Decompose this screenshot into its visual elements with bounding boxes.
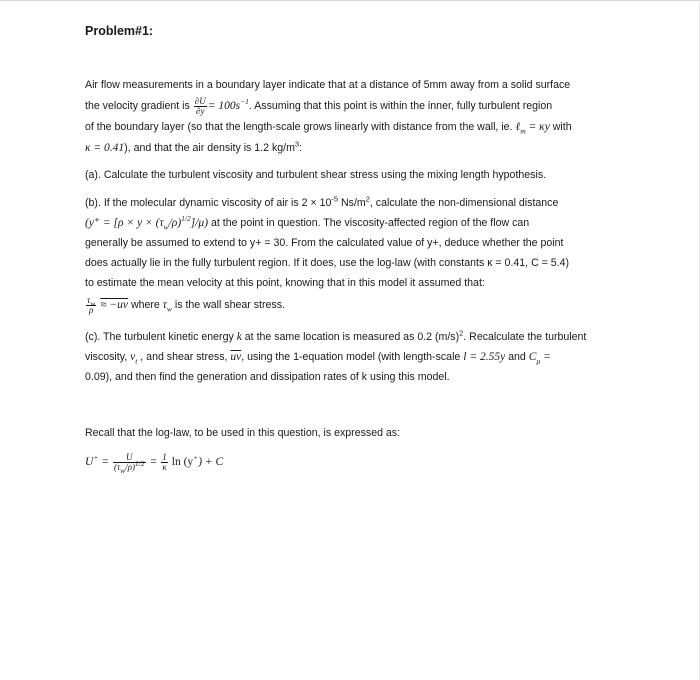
log-law-equation: U+ = $\frac{U}{(\tau_w/\rho)^{1/2}}$ = $\frac{1}{\kappa}$ ln (y+) + C (85, 451, 224, 475)
part-b-line-5: to estimate the mean velocity at this point, knowing that in this model it assumed that: (85, 277, 485, 289)
wall-stress-fraction: $\frac{\tau_w}{\rho}$ (87, 294, 96, 315)
intro-line-3: of the boundary layer (so that the length-scale grows linearly with distance from the wall, ie. ℓ$_m$ = κy with (85, 121, 572, 136)
intro-text: the velocity gradient is (85, 100, 190, 112)
intro-line-1: Air flow measurements in a boundary layer indicate that at a distance of 5mm away from a solid surface (85, 79, 571, 91)
part-c-line-3: 0.09), and then find the generation and dissipation rates of k using this model. (85, 371, 450, 383)
part-c-line-2: viscosity, $\nu_t$ , and shear stress, $\overline{uv}$, using the 1-equation model (with length-scale l = 2.55y and $C_\mu$ = (85, 351, 551, 366)
problem-title: Problem#1: (85, 24, 154, 38)
inverse-kappa-fraction: $\frac{1}{\kappa}$ (162, 451, 167, 472)
part-b-line-2: $(y^+ = [\rho \times y \times (\tau_w/\rho)^{1/2}]/\mu)$ at the point in question. The viscosity-affected region of the flow can (85, 214, 530, 232)
recall-text: Recall that the log-law, to be used in this question, is expressed as: (85, 427, 401, 439)
intro-line-4: κ = 0.41), and that the air density is 1.2 $kg/m^3$: (85, 139, 303, 154)
top-border (0, 0, 700, 1)
part-b-line-4: does actually lie in the fully turbulent region. If it does, use the log-law (with constants κ = 0.41, C = 5.4) (85, 257, 570, 269)
part-c-line-1: (c). The turbulent kinetic energy k at the same location is measured as 0.2 $(m/s)^2$. Recalculate the turbulent (85, 328, 587, 343)
intro-line-2 (85, 96, 615, 117)
part-b-line-1: (b). If the molecular dynamic viscosity of air is $2 \times 10^{-5}$ $Ns/m^2$, calculate the non-dimensional distance (85, 194, 559, 209)
part-b-equation: $\frac{\tau_w}{\rho}$ ≈ −uv where $\tau_w$ is the wall shear stress. (87, 294, 285, 315)
reynolds-stress: ≈ −uv (100, 299, 129, 311)
gradient-value: = $100s^{-1}$ (207, 97, 249, 112)
mixing-length-equation: ℓ$_m$ = κy (515, 121, 550, 136)
part-b-line-3: generally be assumed to extend to y+ = 30. From the calculated value of y+, deduce whether the point (85, 237, 564, 249)
kappa-value: κ = 0.41 (85, 142, 125, 154)
yplus-definition: $(y^+ = [\rho \times y \times (\tau_w/\rho)^{1/2}]/\mu)$ (85, 214, 209, 232)
velocity-gradient-fraction: $\frac{\partial U}{\partial y}$ (194, 95, 206, 116)
part-a: (a). Calculate the turbulent viscosity and turbulent shear stress using the mixing length hypothesis. (85, 169, 547, 181)
log-law-fraction: $\frac{U}{(\tau_w/\rho)^{1/2}}$ (113, 451, 145, 475)
intro-text: . Assuming that this point is within the inner, fully turbulent region (248, 100, 553, 112)
